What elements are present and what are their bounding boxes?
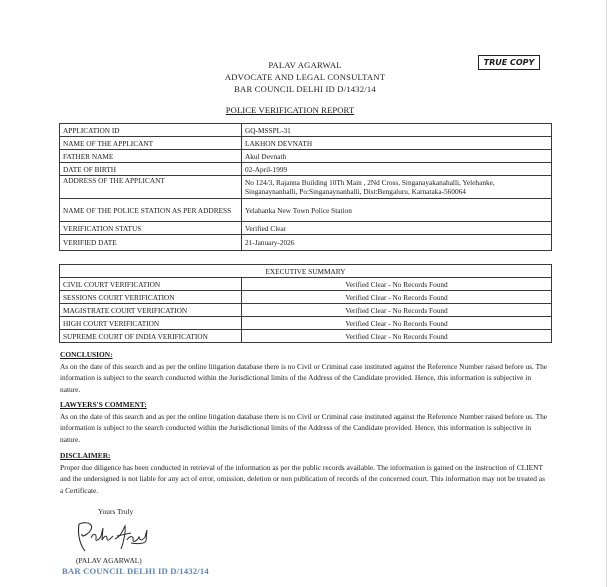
disclaimer-text: Proper due diligence has been conducted in retrieval of the information as per the public records available. The information is gained on the instruction of CLIENT and the undersigned is not liable for any act of error, omission, deletion or non publication of records of the concerned court. This information may not be treated as a Certificate. <box>60 462 545 495</box>
court-label: CIVIL COURT VERIFICATION <box>60 278 242 291</box>
conclusion-section <box>60 349 550 395</box>
detail-label: VERIFIED DATE <box>60 235 242 251</box>
handwritten-signature <box>73 518 153 554</box>
court-result: Verified Clear - No Records Found <box>242 304 552 317</box>
detail-value: 02-April-1999 <box>242 163 552 176</box>
court-label: HIGH COURT VERIFICATION <box>60 317 242 330</box>
applicant-details-table <box>59 123 552 251</box>
court-result: Verified Clear - No Records Found <box>242 278 552 291</box>
table-row <box>60 199 552 222</box>
detail-value: Akul Devnath <box>242 150 552 163</box>
detail-label: DATE OF BIRTH <box>60 163 242 176</box>
advocate-name: PALAV AGARWAL <box>268 60 342 70</box>
detail-label: VERIFICATION STATUS <box>60 222 242 235</box>
table-row <box>60 304 552 317</box>
disclaimer-section <box>60 450 550 496</box>
detail-label: APPLICATION ID <box>60 124 242 137</box>
detail-value: Verified Clear <box>242 222 552 235</box>
conclusion-text: As on the date of this search and as per the online litigation database there is no Civil or Criminal case instituted against the Reference Number raised before us. The information is subject to the search conducted within the Jurisdictional limits of the Address of the Candidate provided. Hence, this information is subjective in nature. <box>60 361 548 394</box>
detail-value: No 124/3, Rajanna Building 10Th Main , 2Nd Cross, Singanayakanahalli, Yelehanke, Singanaynanhalli, Po:Singanaynanhalli, Dist:Bengaluru, Karnataka-560064 <box>242 176 552 199</box>
advocate-bar-id: BAR COUNCIL DELHI ID D/1432/14 <box>234 84 376 94</box>
detail-value: GQ-MSSPL-31 <box>242 124 552 137</box>
report-title: POLICE VERIFICATION REPORT <box>225 105 355 115</box>
table-row <box>60 137 552 150</box>
detail-label: NAME OF THE APPLICANT <box>60 137 242 150</box>
closing-salutation: Yours Truly <box>98 507 134 516</box>
table-row <box>60 317 552 330</box>
detail-label: FATHER NAME <box>60 150 242 163</box>
summary-header-row <box>60 265 552 278</box>
lawyers-comment-text: As on the date of this search and as per the online litigation database there is no Civil or Criminal case instituted against the Reference Number raised before us. The information is subject to the search conducted within the Jurisdictional limits of the Address of the Candidate provided. Hence, this information is subjective in nature. <box>60 411 548 444</box>
court-label: MAGISTRATE COURT VERIFICATION <box>60 304 242 317</box>
table-row <box>60 330 552 343</box>
table-row <box>60 291 552 304</box>
detail-label: ADDRESS OF THE APPLICANT <box>60 176 242 199</box>
court-result: Verified Clear - No Records Found <box>242 317 552 330</box>
page-edge <box>606 0 607 587</box>
summary-title: EXECUTIVE SUMMARY <box>60 265 552 278</box>
table-row <box>60 150 552 163</box>
table-row <box>60 278 552 291</box>
letterhead <box>150 59 460 95</box>
detail-value: 21-January-2026 <box>242 235 552 251</box>
lawyers-comment-heading: LAWYERS'S COMMENT: <box>60 400 147 409</box>
lawyers-comment-section <box>60 399 550 445</box>
detail-label: NAME OF THE POLICE STATION AS PER ADDRESS <box>60 199 242 222</box>
signer-name: (PALAV AGARWAL) <box>76 556 142 565</box>
court-result: Verified Clear - No Records Found <box>242 330 552 343</box>
footer-bar-council-id: BAR COUNCIL DELHI ID D/1432/14 <box>62 566 209 576</box>
table-row <box>60 163 552 176</box>
detail-value: LAKHON DEVNATH <box>242 137 552 150</box>
detail-value: Yelahanka New Town Police Station <box>242 199 552 222</box>
court-result: Verified Clear - No Records Found <box>242 291 552 304</box>
court-label: SUPREME COURT OF INDIA VERIFICATION <box>60 330 242 343</box>
disclaimer-heading: DISCLAIMER: <box>60 451 111 460</box>
advocate-designation: ADVOCATE AND LEGAL CONSULTANT <box>224 72 386 82</box>
table-row <box>60 124 552 137</box>
court-label: SESSIONS COURT VERIFICATION <box>60 291 242 304</box>
table-row <box>60 222 552 235</box>
true-copy-stamp: TRUE COPY <box>478 55 540 70</box>
conclusion-heading: CONCLUSION: <box>60 350 113 359</box>
executive-summary-table <box>59 264 552 343</box>
table-row <box>60 235 552 251</box>
table-row <box>60 176 552 199</box>
